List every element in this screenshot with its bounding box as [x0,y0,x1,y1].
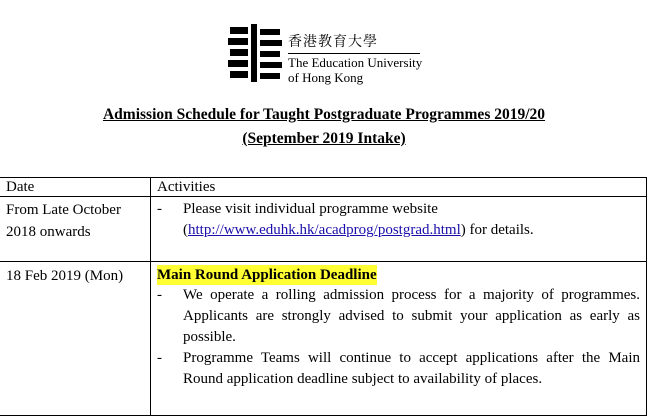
date-cell: 18 Feb 2019 (Mon) [0,262,151,416]
document-subtitle: (September 2019 Intake) [242,130,406,147]
eduhk-logo [228,24,428,86]
logo-divider [288,53,420,54]
admission-schedule-table [0,177,647,416]
table-row [0,262,647,416]
bullet-dash: - [157,287,162,303]
activity-bullet [157,199,640,241]
activity-text-suffix: ) for details. [460,222,534,238]
bullet-dash: - [157,201,162,217]
logo-english-name-line2: of Hong Kong [288,70,364,85]
date-line-1: From Late October [6,202,121,218]
link-open-paren: ( [183,222,188,238]
logo-chinese-name: 香港教育大學 [288,34,378,50]
activity-bullet [157,285,640,348]
deadline-heading: Main Round Application Deadline [157,267,377,283]
programme-website-link[interactable]: http://www.eduhk.hk/acadprog/postgrad.html [188,222,461,238]
eduhk-logo-mark-icon [228,24,284,84]
activity-bullet [157,348,640,390]
activities-cell [151,262,647,416]
header-date: Date [0,178,151,197]
activity-text: Programme Teams will continue to accept applications after the Main Round application deadline subject to availability of places. [183,350,640,387]
table-row [0,197,647,262]
date-line-2: 2018 onwards [6,224,91,240]
logo-english-name-line1: The Education University [288,55,423,70]
header-activities: Activities [151,178,647,197]
activity-text: Please visit individual programme website [183,201,438,217]
document-title: Admission Schedule for Taught Postgraduate Programmes 2019/20 [102,106,546,123]
bullet-dash: - [157,350,162,366]
date-cell [0,197,151,262]
activity-text: We operate a rolling admission process for a majority of programmes. Applicants are strongly advised to submit your application as early as possible. [183,287,640,345]
activities-cell [151,197,647,262]
table-header-row [0,178,647,197]
